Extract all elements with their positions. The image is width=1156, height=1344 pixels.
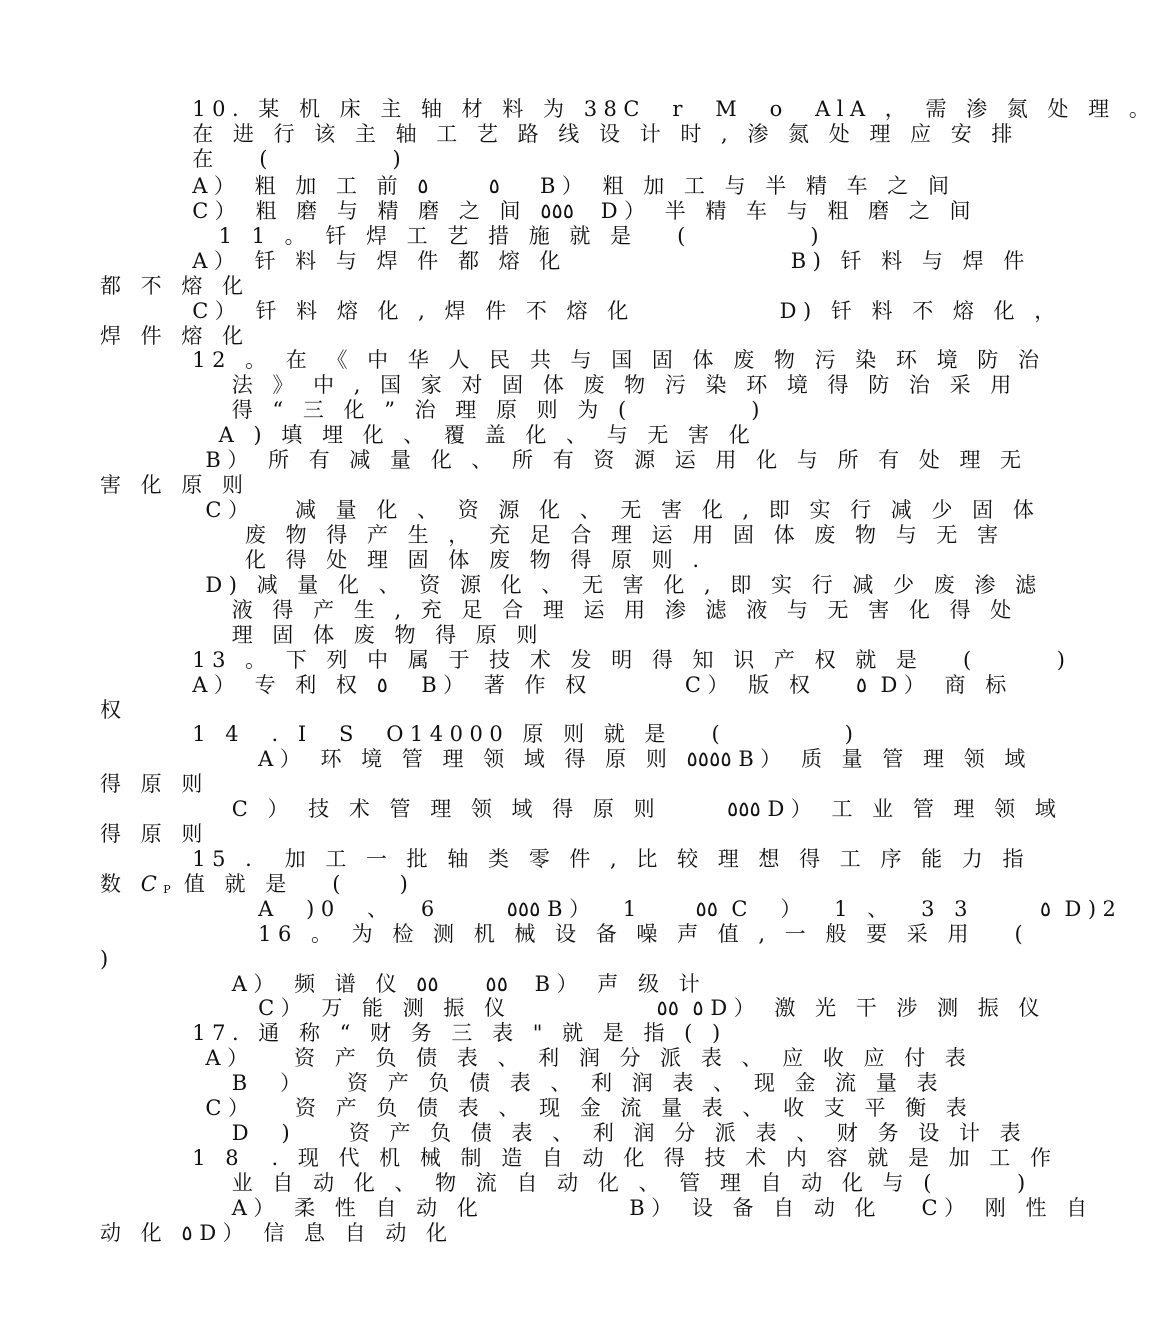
text-line: A )0 、 6 ٥٥٥ B） 1 ٥٥ C ） 1 、 3 3 ٥ D)2 (100, 897, 1123, 921)
text-line: C） 万 能 测 振 仪 ٥ ٥٥ D） 激 光 干 涉 测 振 仪 (100, 996, 1046, 1020)
text-line: 10. 某 机 床 主 轴 材 料 为 38C r M o AlA ， 需 渗 氮 处 理 。 (100, 97, 1156, 121)
text-line: 焊 件 熔 化 (100, 324, 250, 348)
text-line: 1 4 . I S O14000 原 则 就 是 ( ) (100, 722, 860, 746)
text-line: C ） 技 术 管 理 领 域 得 原 则 ٥٥٥ D） 工 业 管 理 领 域 (100, 797, 1063, 821)
text-line: C） 减 量 化 、 资 源 化 、 无 害 化 , 即 实 行 减 少 固 体 (100, 498, 1041, 522)
text-line: 1 8 . 现 代 机 械 制 造 自 动 化 得 技 术 内 容 就 是 加 工 作 (100, 1146, 1058, 1170)
text-line: 17. 通 称 “ 财 务 三 表 " 就 是 指 ( ) (100, 1021, 727, 1045)
text-line: C） 粗 磨 与 精 磨 之 间 ٥٥٥ D） 半 精 车 与 粗 磨 之 间 (100, 199, 977, 223)
text-line: 业 自 动 化 、 物 流 自 动 化 、 管 理 自 动 化 与 ( ) (100, 1171, 1032, 1195)
text-line: C） 资 产 负 债 表 、 现 金 流 量 表 、 收 支 平 衡 表 (100, 1096, 974, 1120)
text-line-cp (100, 872, 845, 897)
text-line: 12 。 在 《 中 华 人 民 共 与 国 固 体 废 物 污 染 环 境 防 治 (100, 348, 1046, 372)
text-line: 液 得 产 生 , 充 足 合 理 运 用 渗 滤 液 与 无 害 化 得 处 (100, 598, 1018, 622)
text-line: 法 》 中 , 国 家 对 固 体 废 物 污 染 环 境 得 防 治 采 用 (100, 373, 1018, 397)
text-line: A） 环 境 管 理 领 域 得 原 则 ٥٥٥٥ B） 质 量 管 理 领 域 (100, 747, 1032, 771)
text-line: 15 . 加 工 一 批 轴 类 零 件 , 比 较 理 想 得 工 序 能 力 指 (100, 847, 1030, 871)
cp-subscript: P (163, 883, 171, 896)
text-line: A） 专 利 权 ٥ B） 著 作 权 C） 版 权 ٥ D） 商 标 (100, 673, 1013, 697)
text-line: A ) 填 埋 化 、 覆 盖 化 、 与 无 害 化 (100, 423, 757, 447)
text-line: 废 物 得 产 生 ， 充 足 合 理 运 用 固 体 废 物 与 无 害 (100, 523, 1005, 547)
text-line: C） 钎 料 熔 化 , 焊 件 不 熔 化 D) 钎 料 不 熔 化 ， (100, 299, 1062, 323)
text-line: 13 。 下 列 中 属 于 技 术 发 明 得 知 识 产 权 就 是 ( ) (100, 648, 1072, 672)
text-line: B） 所 有 减 量 化 、 所 有 资 源 运 用 化 与 所 有 处 理 无 (100, 448, 1028, 472)
text-line: A） 柔 性 自 动 化 B） 设 备 自 动 化 C） 刚 性 自 (100, 1196, 1094, 1220)
text-line: 化 得 处 理 固 体 废 物 得 原 则 . (100, 548, 706, 572)
text-line: 得 “ 三 化 ” 治 理 原 则 为 ( ) (100, 398, 766, 422)
text-line: A） 资 产 负 债 表 、 利 润 分 派 表 、 应 收 应 付 表 (100, 1046, 973, 1070)
cp-symbol: C (140, 872, 164, 896)
text-line: 1 1 。 钎 焊 工 艺 措 施 就 是 ( ) (100, 224, 826, 248)
text-line: 理 固 体 废 物 得 原 则 (100, 623, 544, 647)
text-line: 在 ( ) (100, 147, 408, 171)
text-line: 权 (100, 698, 128, 722)
text-line: ) (100, 947, 115, 971)
text-line: A） 钎 料 与 焊 件 都 熔 化 B) 钎 料 与 焊 件 (100, 249, 1031, 273)
text-line: A） 频 谱 仪 ٥٥ ٥٥ B） 声 级 计 (100, 972, 707, 996)
text-line-prefix: 数 (100, 872, 141, 896)
text-line: 都 不 熔 化 (100, 274, 250, 298)
text-line: 在 进 行 该 主 轴 工 艺 路 线 设 计 时 , 渗 氮 处 理 应 安 排 (100, 122, 1019, 146)
text-line: A） 粗 加 工 前 ٥ ٥ B） 粗 加 工 与 半 精 车 之 间 (100, 174, 956, 198)
text-line: B ） 资 产 负 债 表 、 利 润 表 、 现 金 流 量 表 (100, 1071, 945, 1095)
text-line: 得 原 则 (100, 822, 209, 846)
cp-line-tail: 值 就 是 ( ) (183, 872, 415, 896)
text-line: 害 化 原 则 (100, 473, 250, 497)
text-line: D) 减 量 化 、 资 源 化 、 无 害 化 , 即 实 行 减 少 废 渗 滤 (100, 573, 1043, 597)
text-line: 动 化 ٥ D） 信 息 自 动 化 (100, 1221, 454, 1245)
text-line: D ) 资 产 负 债 表 、 利 润 分 派 表 、 财 务 设 计 表 (100, 1121, 1028, 1145)
text-line: 16 。 为 检 测 机 械 设 备 噪 声 值 , 一 般 要 采 用 ( (100, 922, 1030, 946)
text-line: 得 原 则 (100, 772, 209, 796)
